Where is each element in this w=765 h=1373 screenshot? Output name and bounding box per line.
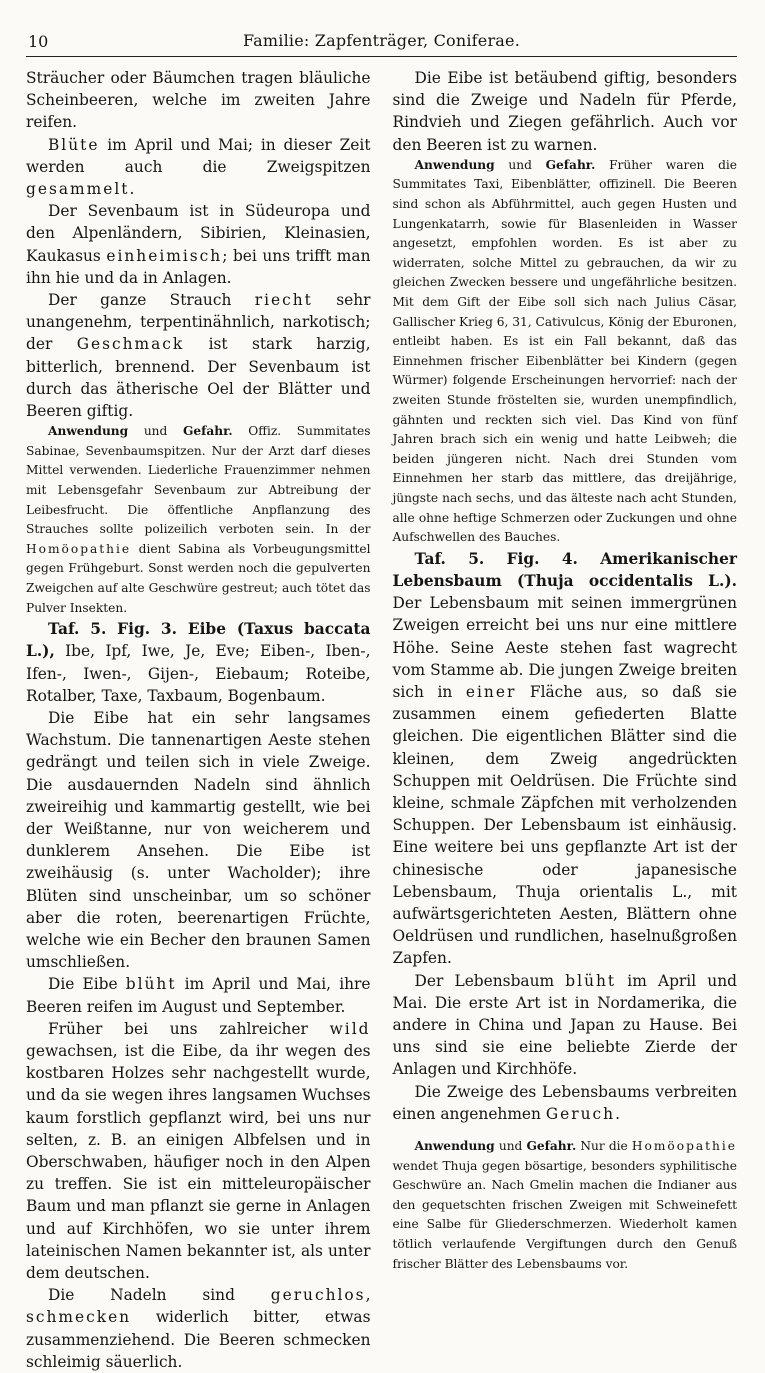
paragraph	[26, 289, 371, 422]
text-run: Die Eibe ist betäubend giftig, besonders sind die Zweige und Nadeln für Pferde, Rindvieh und Ziegen gefährlich. Auch vor den Beeren ist zu warnen.	[392, 69, 737, 154]
paragraph	[26, 200, 371, 289]
text-run: und	[128, 424, 183, 439]
text-run: Taf. 5. Fig. 3. Eibe (Taxus baccata L.),	[26, 620, 371, 661]
text-run: einer	[465, 682, 517, 701]
small-print-paragraph	[393, 156, 738, 548]
text-run: widerlich bitter, etwas zusammenziehend. Die Beeren schmecken schleimig säuerlich.	[26, 1308, 371, 1371]
text-run: Die Eibe hat ein sehr langsames Wachstum. Die tannenartigen Aeste stehen gedrängt und teilen sich in viele Zweige. Die ausdauernden Nadeln sind ähnlich zweireihig und kammartig gestellt, wie bei der Weißtanne, nur von weicherem und dunklerem Ansehen. Die Eibe ist zweihäusig (s. unter Wacholder); ihre Blüten sind unscheinbar, um so schöner aber die roten, beerenartigen Früchte, welche wie ein Becher den braunen Samen umschließen.	[26, 709, 371, 972]
text-run: Homöopathie	[26, 541, 132, 556]
paragraph	[26, 134, 371, 201]
text-run: Die Zweige des Lebensbaums verbreiten einen angenehmen	[392, 1082, 737, 1123]
text-run: Die Eibe	[48, 975, 126, 994]
text-run: im April und Mai. Die erste Art ist in Nordamerika, die andere in China und Japan zu Hause. Bei uns sind sie eine beliebte Zierde der Anlagen und Kirchhöfe.	[392, 971, 737, 1079]
text-run: Der ganze Strauch	[48, 291, 255, 310]
text-run: einheimisch	[106, 246, 223, 265]
paragraph	[26, 618, 371, 707]
text-run: sehr unangenehm, terpentinähnlich, narkotisch; der	[26, 291, 371, 354]
text-run: Ibe, Ipf, Iwe, Je, Eve; Eiben-, Iben-, Ifen-, Iwen-, Gijen-, Eiebaum; Roteibe, Rotalber, Taxe, Taxbaum, Bogenbaum.	[26, 642, 371, 705]
paragraph	[393, 1081, 738, 1125]
paragraph	[393, 970, 738, 1081]
text-run: Anwendung	[414, 1138, 495, 1153]
text-run: im April und Mai, ihre Beeren reifen im August und September.	[26, 975, 371, 1016]
text-run: dient Sabina als Vorbeugungsmittel gegen Frühgeburt. Sonst werden noch die gepulverten Zweigchen auf alte Geschwüre gestreut; auch tötet das Pulver Insekten.	[26, 541, 371, 615]
text-run: Gefahr.	[526, 1138, 577, 1153]
text-run: Früher waren die Summitates Taxi, Eibenblätter, offizinell. Die Beeren sind schon als Abführmittel, auch gegen Husten und Lungenkatarrh, sowie für Blasenleiden in Wasser angesetzt, empfohlen worden. Es ist aber zu widerraten, solche Mittel zu gebrauchen, da wir zu gleichen Zwecken bessere und ungefährliche besitzen. Mit dem Gift der Eibe soll sich nach Julius Cäsar, Gallischer Krieg 6, 31, Cativulcus, König der Eburonen, entleibt haben. Es ist ein Fall bekannt, daß das Einnehmen frischer Eibenblätter bei Kindern (gegen Würmer) folgende Erscheinungen hervorrief: nach der zweiten Stunde fröstelten sie, wurden unempfindlich, gähnten und reckten sich viel. Das Kind von fünf Jahren brach sich ein wenig und hatte Leibweh; die beiden jüngeren nicht. Nach drei Stunden vom Einnehmen her starb das mittlere, das dreijährige, jüngste nach sechs, und das älteste nach acht Stunden, alle ohne heftige Schmerzen oder Zuckungen und ohne Aufschwellen des Bauches.	[392, 157, 738, 545]
text-run: Der Lebensbaum mit seinen immergrünen Zweigen erreicht bei uns nur eine mittlere Höhe. Seine Aeste stehen fast wagrecht vom Stamme ab. Die jungen Zweige breiten sich in	[392, 594, 737, 701]
small-print-paragraph	[26, 422, 371, 618]
text-columns	[26, 67, 737, 1373]
text-run: .	[615, 1104, 620, 1123]
text-run: ,	[365, 1286, 371, 1305]
text-run: und	[494, 1138, 527, 1153]
text-run: Der Lebensbaum	[414, 971, 566, 990]
paragraph	[26, 1018, 371, 1284]
text-run: schmecken	[26, 1308, 132, 1327]
text-run: ist stark harzig, bitterlich, brennend. Der Sevenbaum ist durch das ätherische Oel der Blätter und Beeren giftig.	[26, 335, 371, 421]
right-column	[393, 67, 738, 1373]
text-run: Taf. 5. Fig. 4. Amerikanischer Lebensbaum (Thuja occidentalis L.).	[392, 549, 737, 590]
text-run: Nur die	[576, 1138, 632, 1153]
text-run: blüht	[125, 975, 177, 994]
paragraph	[393, 548, 738, 970]
text-run: Geruch	[545, 1104, 616, 1123]
text-run: Sträucher oder Bäumchen tragen bläuliche Scheinbeeren, welche im zweiten Jahre reifen.	[26, 69, 371, 132]
paragraph	[26, 707, 371, 973]
paragraph	[26, 67, 371, 134]
text-run: wendet Thuja gegen bösartige, besonders syphilitische Geschwüre an. Nach Gmelin machen die Indianer aus den gequetschten frischen Zweigen mit Schweinefett eine Salbe für Gliederschmerzen. Wiederholt kamen tötlich verlaufende Vergiftungen durch den Genuß frischer Blätter des Lebensbaums vor.	[392, 1158, 737, 1271]
text-run: Der Sevenbaum ist in Südeuropa und den Alpenländern, Sibirien, Kleinasien, Kaukasus	[26, 202, 371, 265]
paragraph	[26, 973, 371, 1017]
text-run: Blüte	[48, 135, 100, 154]
page-number: 10	[28, 32, 49, 51]
small-print-paragraph	[393, 1137, 738, 1274]
text-run: ; bei uns trifft man ihn hie und da in Anlagen.	[26, 246, 371, 287]
text-run: Gefahr.	[182, 424, 233, 439]
text-run: gewachsen, ist die Eibe, da ihr wegen des kostbaren Holzes sehr nachgestellt wurde, und da sie wegen ihres langsamen Wuchses kaum forstlich gepflanzt wird, bei uns nur selten, z. B. an einigen Albfelsen und in Oberschwaben, häufiger noch in den Alpen zu treffen. Sie ist ein mitteleuropäischer Baum und man pflanzt sie gerne in Anlagen und auf Kirchhöfen, wo sie unter ihrem lateinischen Namen bekannter ist, als unter dem deutschen.	[26, 1042, 371, 1283]
text-run: im April und Mai; in dieser Zeit werden auch die Zweigspitzen	[26, 135, 371, 176]
left-column	[26, 67, 371, 1373]
paragraph	[26, 1284, 371, 1373]
paragraph-gap	[393, 1125, 738, 1137]
text-run: blüht	[565, 971, 617, 990]
text-run: Homöopathie	[631, 1138, 737, 1153]
paragraph	[393, 67, 738, 156]
text-run: Früher bei uns zahlreicher	[48, 1019, 330, 1038]
text-run: Anwendung	[414, 157, 495, 172]
text-run: Gefahr.	[545, 157, 596, 172]
text-run: riecht	[254, 291, 313, 310]
text-run: Geschmack	[76, 335, 185, 354]
text-run: und	[494, 157, 546, 172]
text-run: Die Nadeln sind	[48, 1286, 271, 1305]
text-run: Offiz. Summitates Sabinae, Sevenbaumspitzen. Nur der Arzt darf dieses Mittel verwenden. Liederliche Frauenzimmer nehmen mit Lebensgefahr Sevenbaum zur Abtreibung der Leibesfrucht. Die öffentliche Anpflanzung des Strauches sollte polizeilich verboten sein. In der	[26, 424, 371, 537]
page-header	[26, 30, 737, 57]
text-run: Anwendung	[48, 424, 129, 439]
text-run: geruchlos	[270, 1286, 366, 1305]
text-run: wild	[329, 1019, 371, 1038]
running-title: Familie: Zapfenträger, Coniferae.	[242, 31, 521, 50]
text-run: gesammelt.	[26, 180, 137, 199]
text-run: Fläche aus, so daß sie zusammen einem gefiederten Blatte gleichen. Die eigentlichen Blätter sind die kleinen, dem Zweig angedrückten Schuppen mit Oeldrüsen. Die Früchte sind kleine, schmale Zäpfchen mit verholzenden Schuppen. Der Lebensbaum ist einhäusig. Eine weitere bei uns gepflanzte Art ist der chinesische oder japanesische Lebensbaum, Thuja orientalis L., mit aufwärtsgerichteten Aesten, Blättern ohne Oeldrüsen und rundlichen, haselnußgroßen Zapfen.	[392, 682, 737, 968]
